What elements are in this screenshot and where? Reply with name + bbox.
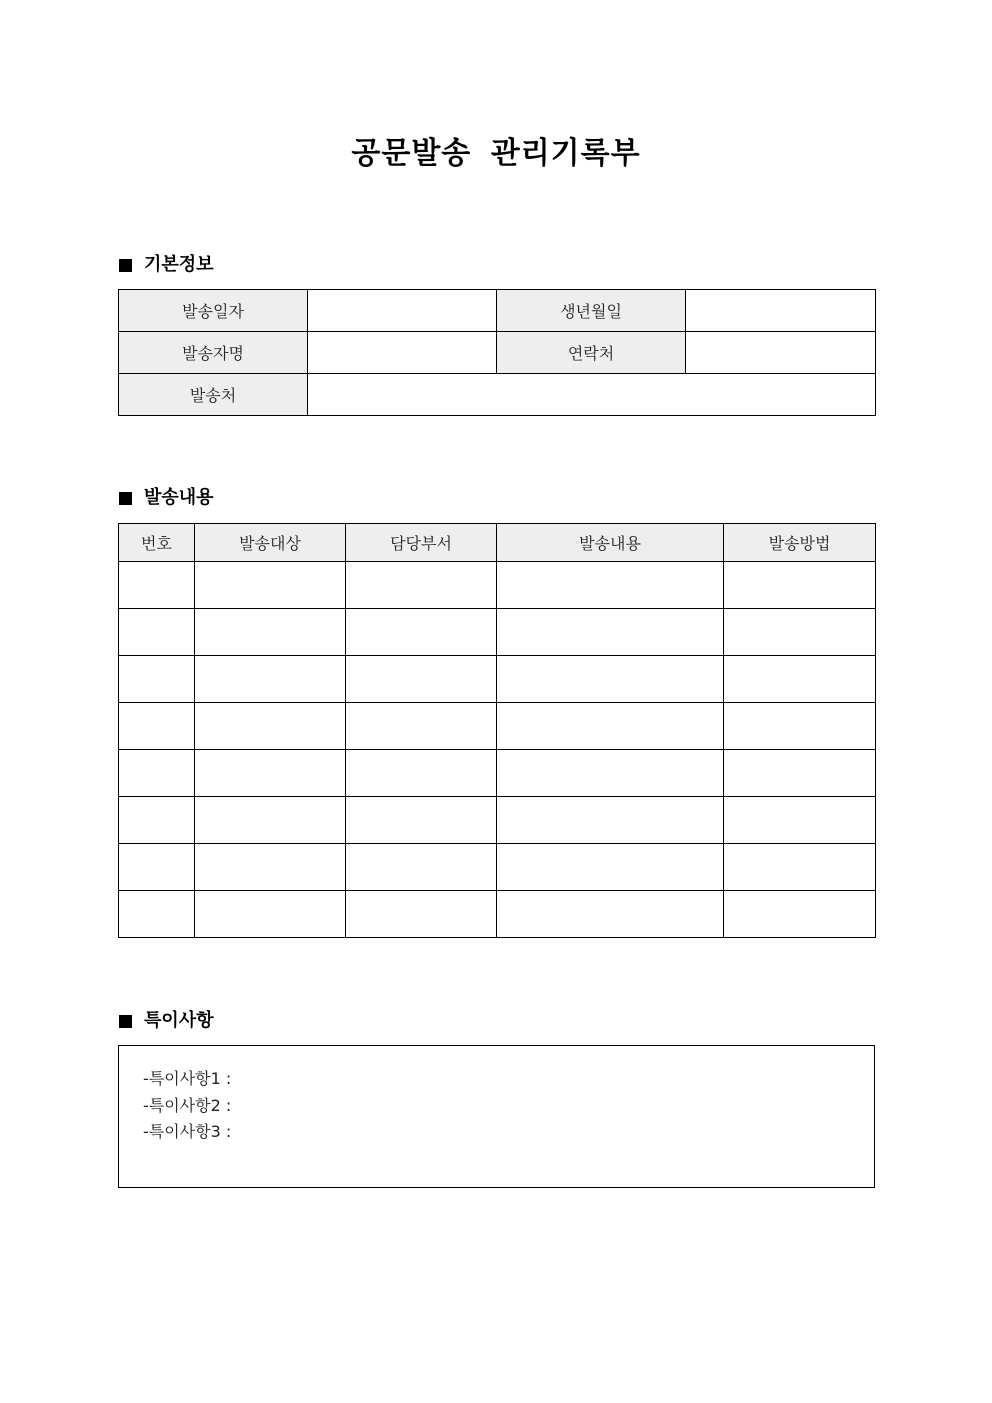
- table-cell-target[interactable]: [195, 703, 346, 750]
- table-cell-target[interactable]: [195, 562, 346, 609]
- table-cell-department[interactable]: [346, 562, 497, 609]
- table-cell-content[interactable]: [497, 703, 724, 750]
- basic-info-row-2: [119, 332, 876, 374]
- column-header-department: 담당부서: [346, 524, 497, 562]
- table-cell-department[interactable]: [346, 609, 497, 656]
- table-cell-method[interactable]: [724, 562, 876, 609]
- column-header-number: 번호: [119, 524, 195, 562]
- table-cell-method[interactable]: [724, 656, 876, 703]
- list-item: -특이사항1 :: [143, 1069, 232, 1088]
- table-row: [119, 562, 876, 609]
- send-date-label: 발송일자: [119, 290, 308, 332]
- birth-date-label: 생년월일: [497, 290, 686, 332]
- table-cell-target[interactable]: [195, 844, 346, 891]
- list-item: -특이사항2 :: [143, 1095, 232, 1115]
- square-bullet-icon: [119, 259, 132, 272]
- table-cell-target[interactable]: [195, 891, 346, 938]
- sender-name-label: 발송자명: [119, 332, 308, 374]
- table-cell-department[interactable]: [346, 703, 497, 750]
- column-header-content: 발송내용: [497, 524, 724, 562]
- table-cell-department[interactable]: [346, 797, 497, 844]
- table-cell-content[interactable]: [497, 891, 724, 938]
- table-cell-target[interactable]: [195, 656, 346, 703]
- table-cell-target[interactable]: [195, 609, 346, 656]
- table-cell-content[interactable]: [497, 656, 724, 703]
- basic-info-table: [118, 289, 876, 416]
- table-cell-content[interactable]: [497, 750, 724, 797]
- dispatch-heading: [119, 486, 214, 510]
- notes-heading-label: 특이사항: [144, 1010, 214, 1031]
- list-item: -특이사항3 :: [143, 1122, 232, 1141]
- basic-info-row-3: [119, 374, 876, 416]
- table-cell-content[interactable]: [497, 609, 724, 656]
- contact-field[interactable]: [686, 332, 876, 374]
- table-cell-target[interactable]: [195, 797, 346, 844]
- table-cell-number[interactable]: [119, 562, 195, 609]
- table-cell-number[interactable]: [119, 891, 195, 938]
- basic-info-heading-label: 기본정보: [144, 254, 214, 275]
- basic-info-heading: [119, 253, 214, 277]
- table-row: [119, 703, 876, 750]
- table-cell-method[interactable]: [724, 844, 876, 891]
- table-cell-method[interactable]: [724, 797, 876, 844]
- table-cell-department[interactable]: [346, 844, 497, 891]
- table-cell-department[interactable]: [346, 750, 497, 797]
- dispatch-body: [119, 562, 876, 938]
- table-cell-method[interactable]: [724, 750, 876, 797]
- column-header-method: 발송방법: [724, 524, 876, 562]
- sender-name-field[interactable]: [308, 332, 497, 374]
- destination-label: 발송처: [119, 374, 308, 416]
- square-bullet-icon: [119, 1015, 132, 1028]
- send-date-field[interactable]: [308, 290, 497, 332]
- table-cell-number[interactable]: [119, 797, 195, 844]
- table-row: [119, 656, 876, 703]
- destination-field[interactable]: [308, 374, 876, 416]
- table-cell-content[interactable]: [497, 844, 724, 891]
- square-bullet-icon: [119, 492, 132, 505]
- contact-label: 연락처: [497, 332, 686, 374]
- table-cell-department[interactable]: [346, 656, 497, 703]
- birth-date-field[interactable]: [686, 290, 876, 332]
- table-row: [119, 609, 876, 656]
- table-cell-number[interactable]: [119, 609, 195, 656]
- table-cell-number[interactable]: [119, 844, 195, 891]
- column-header-target: 발송대상: [195, 524, 346, 562]
- notes-heading: [119, 1009, 214, 1033]
- table-cell-method[interactable]: [724, 891, 876, 938]
- table-cell-number[interactable]: [119, 656, 195, 703]
- page-title: 공문발송 관리기록부: [351, 136, 641, 171]
- table-cell-number[interactable]: [119, 750, 195, 797]
- basic-info-row-1: [119, 290, 876, 332]
- table-cell-content[interactable]: [497, 797, 724, 844]
- table-cell-method[interactable]: [724, 703, 876, 750]
- table-row: [119, 750, 876, 797]
- notes-list: [143, 1066, 874, 1146]
- dispatch-table: [118, 523, 876, 938]
- table-row: [119, 891, 876, 938]
- table-cell-department[interactable]: [346, 891, 497, 938]
- table-row: [119, 797, 876, 844]
- table-cell-method[interactable]: [724, 609, 876, 656]
- dispatch-heading-label: 발송내용: [144, 487, 214, 508]
- table-row: [119, 844, 876, 891]
- table-cell-number[interactable]: [119, 703, 195, 750]
- notes-box: [118, 1045, 875, 1188]
- dispatch-header-row: [119, 524, 876, 562]
- table-cell-target[interactable]: [195, 750, 346, 797]
- table-cell-content[interactable]: [497, 562, 724, 609]
